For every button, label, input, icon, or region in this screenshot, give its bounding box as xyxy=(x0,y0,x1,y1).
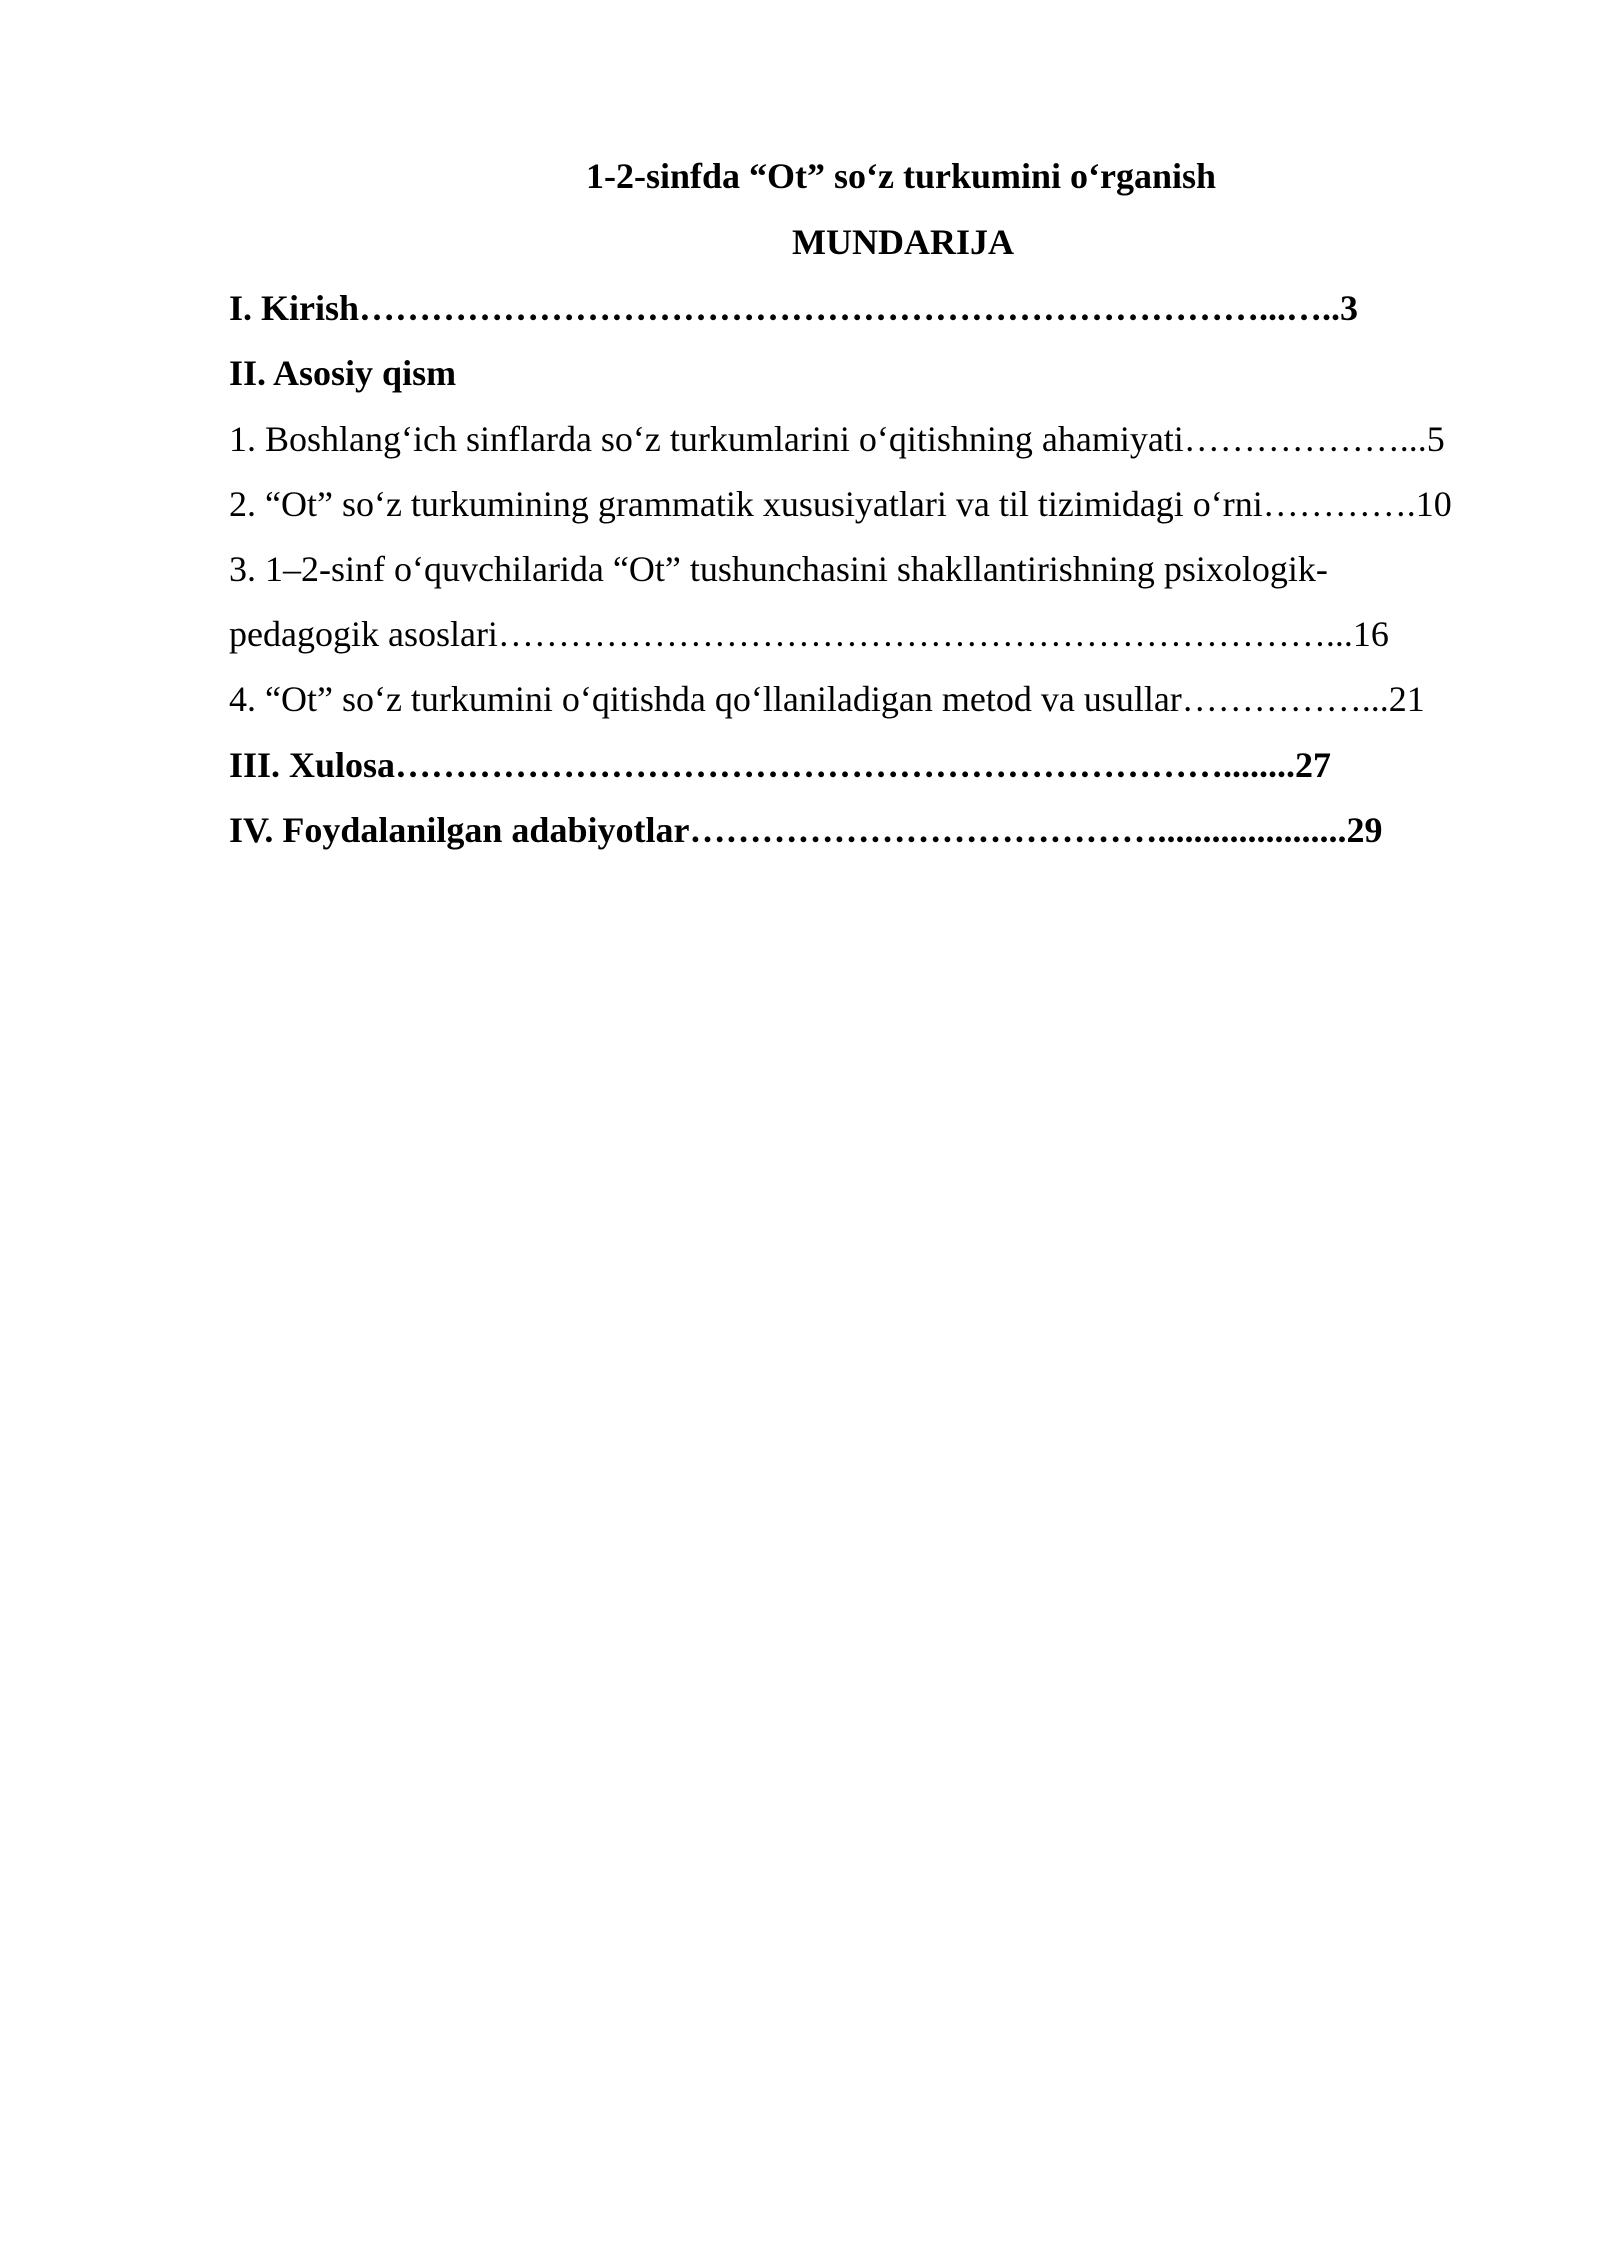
toc-entry-3-line-1: 3. 1–2-sinf o‘quvchilarida “Ot” tushunchasini shakllantirishning psixologik- xyxy=(229,549,1328,589)
toc-entry-conclusion: III. Xulosa……………………………………………………………........27 xyxy=(229,745,1332,785)
toc-entry-3-line-2: pedagogik asoslari……………………………………………………………...16 xyxy=(229,614,1389,654)
toc-heading: MUNDARIJA xyxy=(792,222,1014,262)
toc-entry-main-part: II. Asosiy qism xyxy=(229,353,457,393)
toc-entry-1: 1. Boshlang‘ich sinflarda so‘z turkumlarini o‘qitishning ahamiyati………………...5 xyxy=(229,419,1445,459)
document-title: 1-2-sinfda “Ot” so‘z turkumini o‘rganish xyxy=(586,156,1217,196)
toc-entry-intro: I. Kirish…………………………………………………………………...…..3 xyxy=(229,288,1359,328)
toc-entry-4: 4. “Ot” so‘z turkumini o‘qitishda qo‘llaniladigan metod va usullar……………...21 xyxy=(229,679,1425,719)
toc-entry-2: 2. “Ot” so‘z turkumining grammatik xususiyatlari va til tizimidagi o‘rni………….10 xyxy=(229,484,1452,524)
toc-entry-references: IV. Foydalanilgan adabiyotlar………………………………….....................29 xyxy=(229,810,1383,850)
